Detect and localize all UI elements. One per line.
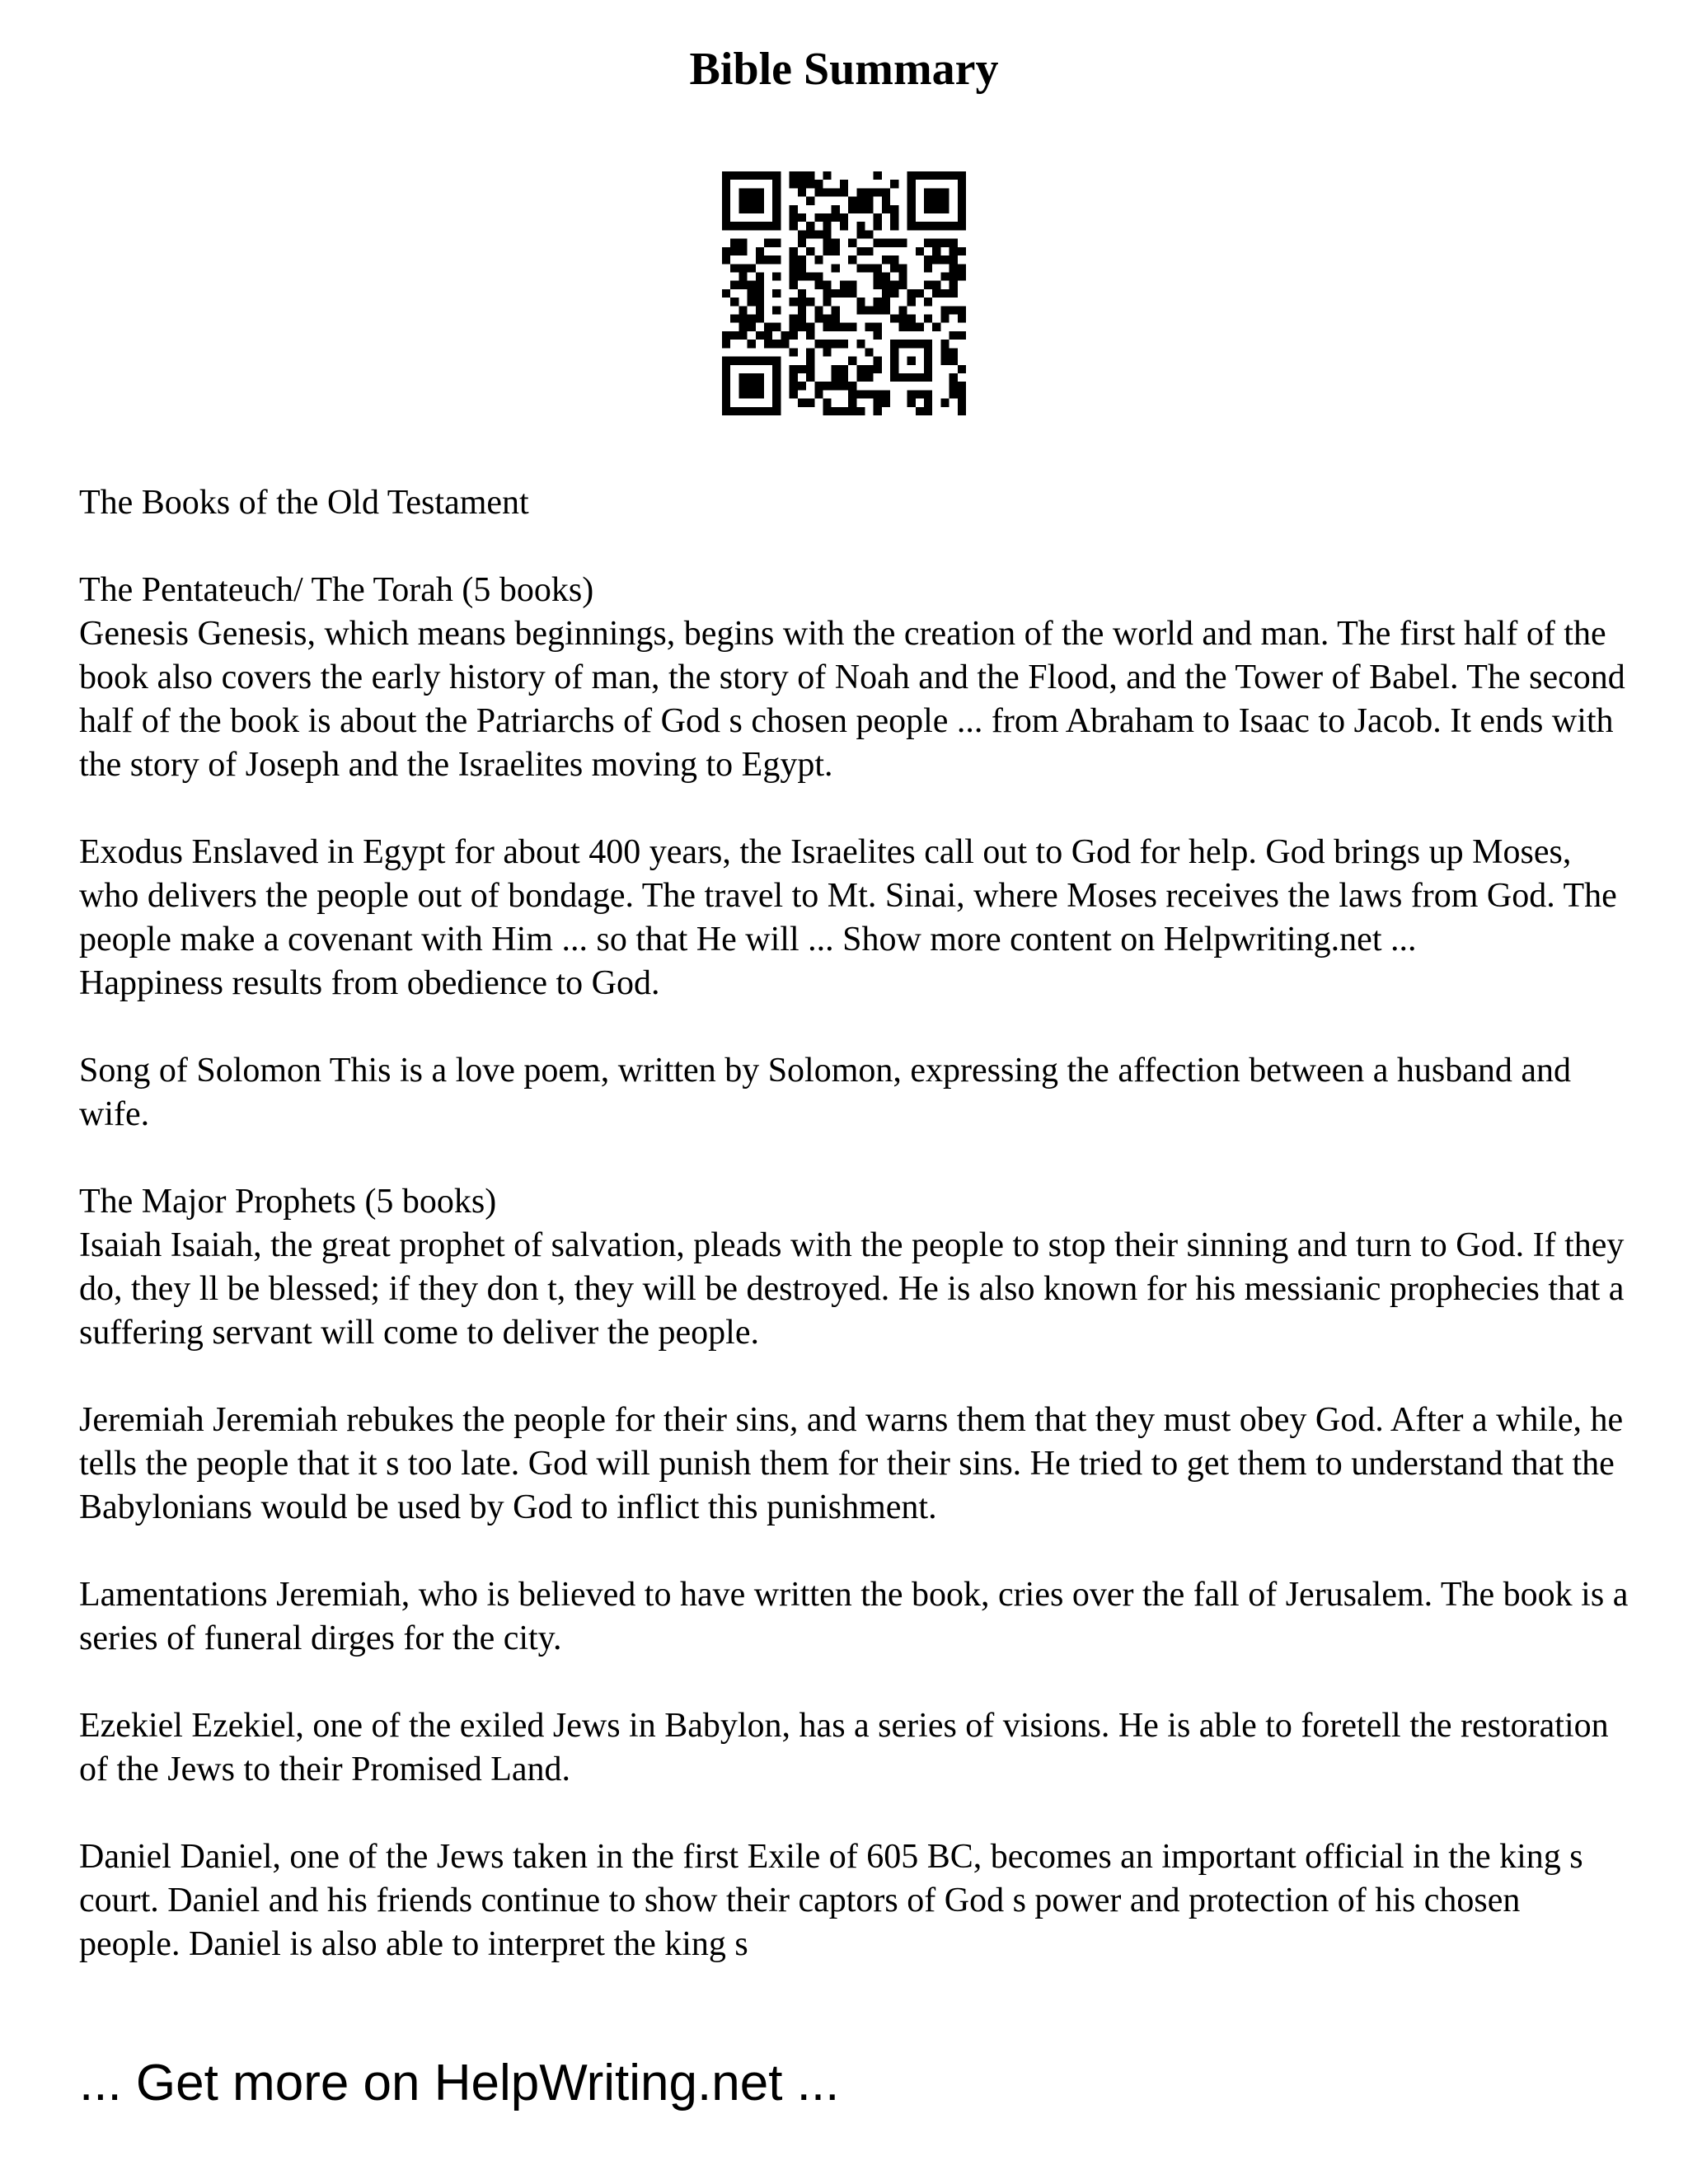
exodus-paragraph: Exodus Enslaved in Egypt for about 400 years, the Israelites call out to God for help. God brings up Moses, who delivers the people out of bondage. The travel to Mt. Sinai, where Moses receives the laws from God. The people make a covenant with Him ... so that He will ... Show more content on Helpwriting.net ... <box>79 833 1617 958</box>
pentateuch-heading: The Pentateuch/ The Torah (5 books) <box>79 571 594 609</box>
major-prophets-heading: The Major Prophets (5 books) <box>79 1183 497 1221</box>
ezekiel-paragraph: Ezekiel Ezekiel, one of the exiled Jews in Babylon, has a series of visions. He is able to foretell the restoration of the Jews to their Promised Land. <box>79 1707 1609 1788</box>
isaiah-paragraph: Isaiah Isaiah, the great prophet of salvation, pleads with the people to stop their sinning and turn to God. If they do, they ll be blessed; if they don t, they will be destroyed. He is also known for his messianic prophecies that a suffering servant will come to deliver the people. <box>79 1226 1625 1352</box>
lamentations-paragraph: Lamentations Jeremiah, who is believed to have written the book, cries over the fall of Jerusalem. The book is a series of funeral dirges for the city. <box>79 1576 1629 1657</box>
qr-code <box>722 171 966 415</box>
footer-link-text: ... Get more on HelpWriting.net ... <box>79 2055 840 2111</box>
happiness-paragraph: Happiness results from obedience to God. <box>79 964 660 1002</box>
section-heading: The Books of the Old Testament <box>79 484 529 522</box>
page-title: Bible Summary <box>689 44 999 95</box>
song-of-solomon-paragraph: Song of Solomon This is a love poem, written by Solomon, expressing the affection between a husband and wife. <box>79 1052 1571 1133</box>
genesis-paragraph: Genesis Genesis, which means beginnings, begins with the creation of the world and man. The first half of the book also covers the early history of man, the story of Noah and the Flood, and the Tower of Babel. The second half of the book is about the Patriarchs of God s chosen people ... from Abraham to Isaac to Jacob. It ends with the story of Joseph and the Israelites moving to Egypt. <box>79 615 1625 784</box>
jeremiah-paragraph: Jeremiah Jeremiah rebukes the people for their sins, and warns them that they must obey God. After a while, he tells the people that it s too late. God will punish them for their sins. He tried to get them to understand that the Babylonians would be used by God to inflict this punishment. <box>79 1401 1624 1526</box>
daniel-paragraph: Daniel Daniel, one of the Jews taken in the first Exile of 605 BC, becomes an important official in the king s court. Daniel and his friends continue to show their captors of God s power and protection of his chosen people. Daniel is also able to interpret the king s <box>79 1838 1583 1963</box>
qr-code-icon <box>722 171 966 415</box>
document-body <box>79 481 1629 1966</box>
